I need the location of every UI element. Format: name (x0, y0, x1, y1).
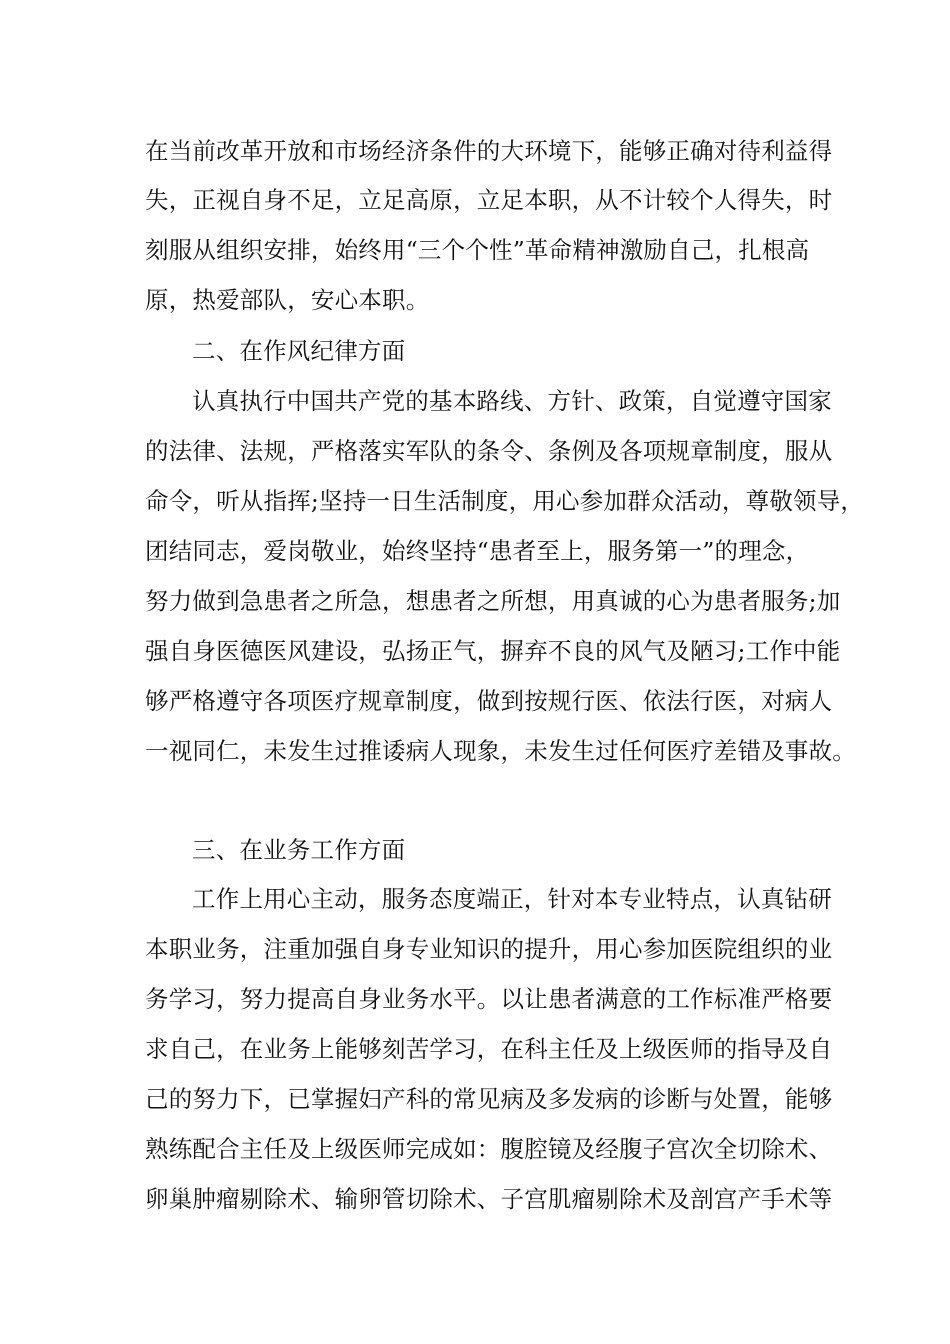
body-text-line: 努力做到急患者之所急，想患者之所想，用真诚的心为患者服务;加 (145, 587, 841, 615)
body-text-line: 刻服从组织安排，始终用“三个个性”革命精神激励自己，扎根高 (145, 236, 810, 264)
body-text-line: 的法律、法规，严格落实军队的条令、条例及各项规章制度，服从 (145, 437, 833, 465)
body-text-line: 命令，听从指挥;坚持一日生活制度，用心参加群众活动，尊敬领导， (145, 487, 865, 515)
body-text-line: 原，热爱部队，安心本职。 (145, 286, 430, 314)
body-text-line: 本职业务，注重加强自身专业知识的提升，用心参加医院组织的业 (145, 935, 833, 963)
body-text-line: 求自己，在业务上能够刻苦学习，在科主任及上级医师的指导及自 (145, 1035, 833, 1063)
body-text-line: 认真执行中国共产党的基本路线、方针、政策，自觉遵守国家 (192, 387, 832, 415)
section-heading: 二、在作风纪律方面 (192, 337, 406, 365)
body-text-line: 一视同仁，未发生过推诿病人现象，未发生过任何医疗差错及事故。 (145, 737, 856, 765)
body-text-line: 够严格遵守各项医疗规章制度，做到按规行医、依法行医，对病人 (145, 687, 833, 715)
body-text-line: 卵巢肿瘤剔除术、输卵管切除术、子宫肌瘤剔除术及剖宫产手术等 (145, 1185, 833, 1213)
section-heading: 三、在业务工作方面 (192, 836, 406, 864)
body-text-line: 熟练配合主任及上级医师完成如：腹腔镜及经腹子宫次全切除术、 (145, 1135, 833, 1163)
body-text-line: 己的努力下，已掌握妇产科的常见病及多发病的诊断与处置，能够 (145, 1085, 833, 1113)
body-text-line: 务学习，努力提高自身业务水平。以让患者满意的工作标准严格要 (145, 985, 833, 1013)
body-text-line: 在当前改革开放和市场经济条件的大环境下，能够正确对待利益得 (145, 137, 833, 165)
body-text-line: 工作上用心主动，服务态度端正，针对本专业特点，认真钻研 (192, 885, 832, 913)
body-text-line: 失，正视自身不足，立足高原，立足本职，从不计较个人得失，时 (145, 186, 833, 214)
body-text-line: 强自身医德医风建设，弘扬正气，摒弃不良的风气及陋习;工作中能 (145, 637, 841, 665)
body-text-line: 团结同志，爱岗敬业，始终坚持“患者至上，服务第一”的理念， (145, 537, 810, 565)
